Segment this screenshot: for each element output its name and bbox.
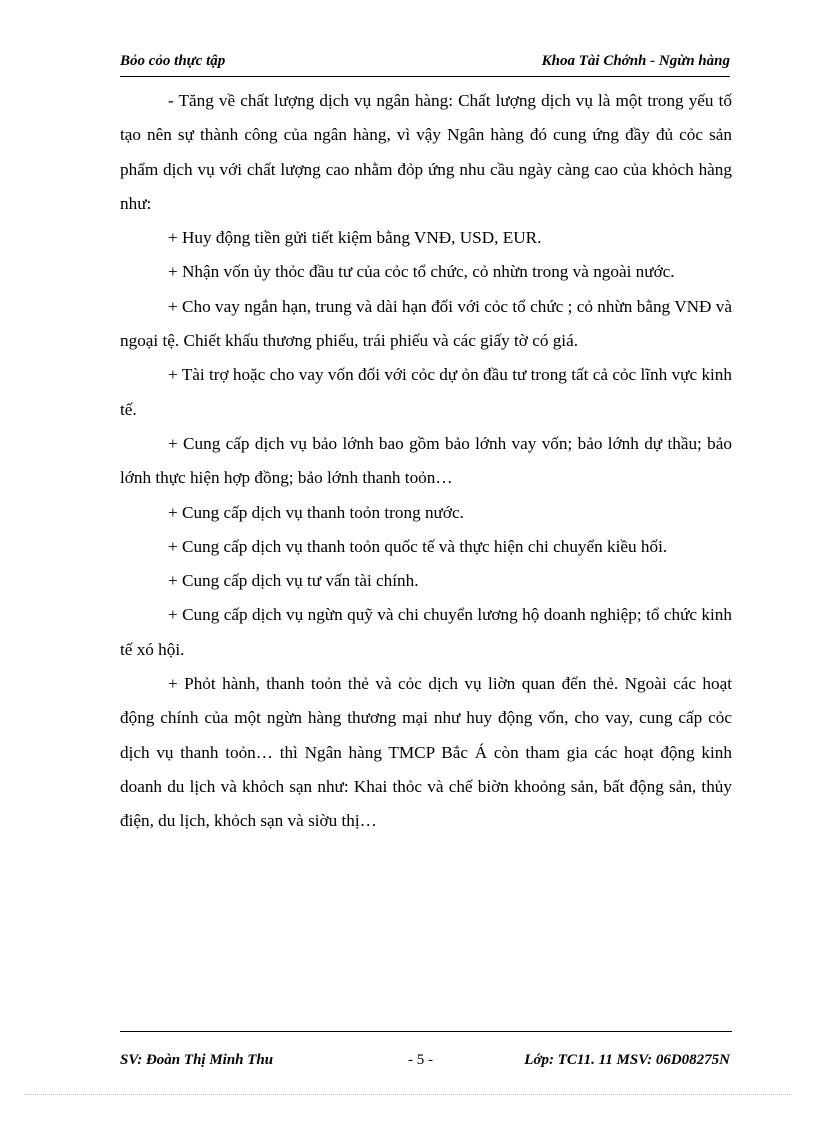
paragraph-item: + Cung cấp dịch vụ thanh toỏn trong nước. xyxy=(168,502,464,522)
header-faculty: Khoa Tài Chớnh - Ngừn hàng xyxy=(541,53,730,69)
paragraph-intro: - Tăng về chất lượng dịch vụ ngân hàng: Chất lượng dịch vụ là một trong yếu tố tạo nên sự thành công của ngân hàng, vì vậy Ngân hàng đó cung ứng đầy đủ cỏc sản phẩm dịch vụ với chất lượng cao nhằm đỏp ứng nhu cầu ngày càng cao của khỏch hàng như: xyxy=(120,91,732,213)
header-report-title: Bỏo cỏo thực tập xyxy=(120,53,226,69)
page-footer xyxy=(120,1052,730,1076)
paragraph-item: + Cho vay ngắn hạn, trung và dài hạn đối với cỏc tổ chức ; cỏ nhừn bằng VNĐ và ngoại tệ. Chiết khấu thương phiếu, trái phiếu và các giấy tờ có giá. xyxy=(120,296,732,351)
footer-divider xyxy=(120,1031,732,1032)
page-header xyxy=(120,50,730,77)
paragraph-item: + Cung cấp dịch vụ thanh toỏn quốc tế và thực hiện chi chuyển kiều hối. xyxy=(168,536,668,556)
paragraph-item: + Phỏt hành, thanh toỏn thẻ và cỏc dịch vụ liờn quan đến thẻ. Ngoài các hoạt động chính của một ngừn hàng thương mại như huy động vốn, cho vay, cung cấp cỏc dịch vụ thanh toỏn… thì Ngân hàng TMCP Bắc Á còn tham gia các hoạt động kinh doanh du lịch và khỏch sạn như: Khai thỏc và chế biờn khoỏng sản, bất động sản, thủy điện, du lịch, khỏch sạn và siờu thị… xyxy=(120,674,732,831)
paragraph-item: + Cung cấp dịch vụ tư vấn tài chính. xyxy=(168,571,419,591)
paragraph-item: + Cung cấp dịch vụ ngừn quỹ và chi chuyển lương hộ doanh nghiệp; tổ chức kinh tế xó hội. xyxy=(120,605,732,659)
paragraph-item: + Huy động tiền gửi tiết kiệm bằng VNĐ, USD, EUR. xyxy=(168,228,542,248)
footer-class-info: Lớp: TC11. 11 MSV: 06D08275N xyxy=(524,1052,730,1068)
page-number: - 5 - xyxy=(408,1052,433,1068)
paragraph-item: + Cung cấp dịch vụ bảo lớnh bao gồm bảo lớnh vay vốn; bảo lớnh dự thầu; bảo lớnh thực hiện hợp đồng; bảo lớnh thanh toỏn… xyxy=(120,433,732,488)
page-edge-divider xyxy=(24,1094,792,1095)
paragraph-item: + Nhận vốn ủy thỏc đầu tư của cỏc tổ chức, cỏ nhừn trong và ngoài nước. xyxy=(168,262,675,282)
footer-student-name: SV: Đoàn Thị Minh Thu xyxy=(120,1052,274,1068)
paragraph-item: + Tài trợ hoặc cho vay vốn đối với cỏc dự ỏn đầu tư trong tất cả cỏc lĩnh vực kinh tế. xyxy=(120,365,732,419)
document-body xyxy=(120,84,732,839)
